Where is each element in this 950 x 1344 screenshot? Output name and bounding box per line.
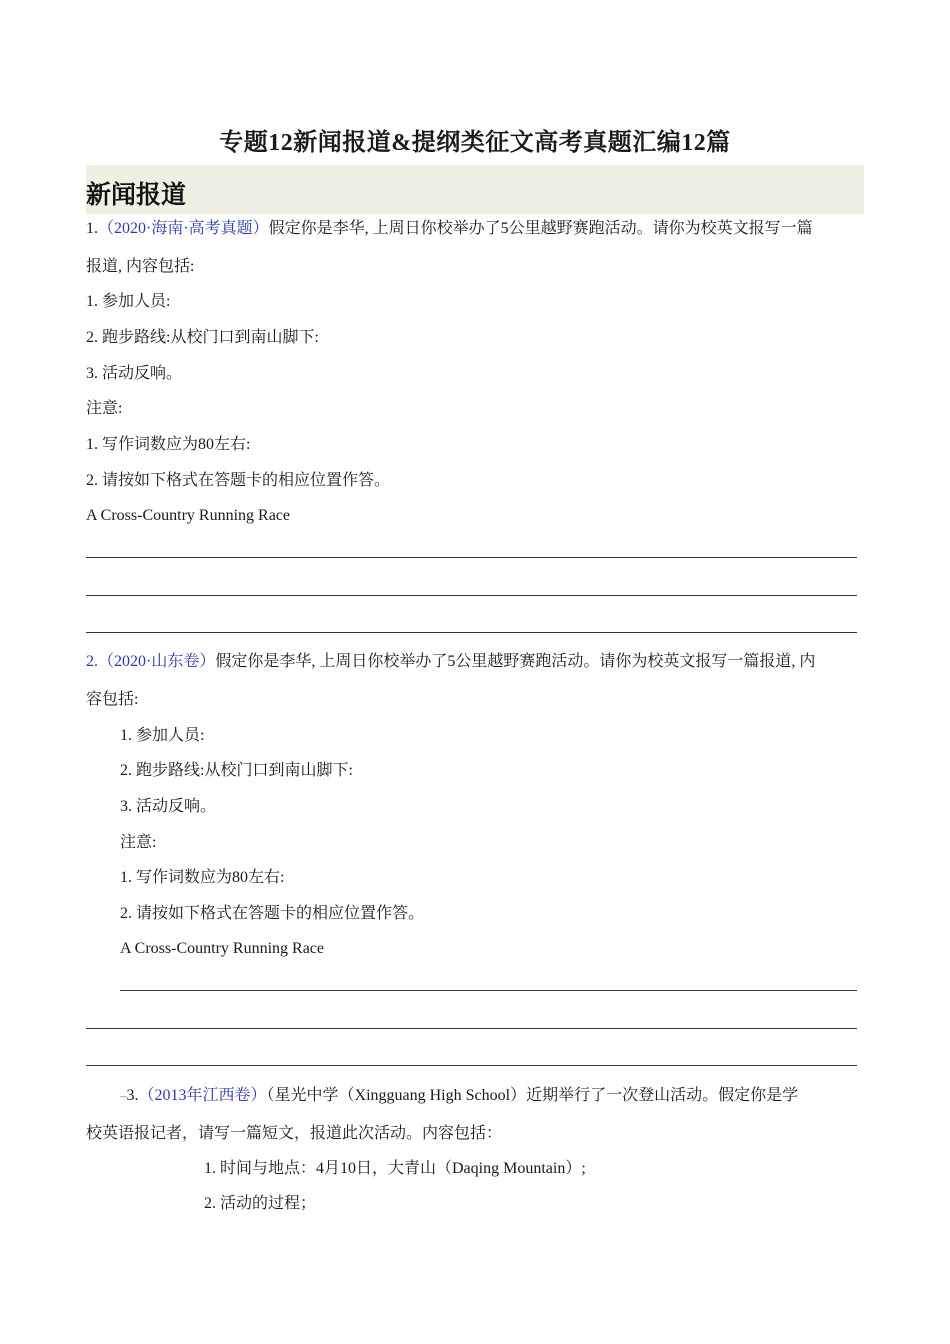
q2-source: （2020·山东卷） xyxy=(98,653,216,670)
q1-note-1: 1. 写作词数应为80左右: xyxy=(86,436,251,453)
q3-number: 3. xyxy=(126,1087,139,1104)
q1-intro-line1 xyxy=(86,219,813,239)
answer-line xyxy=(86,632,857,633)
q3-item-2: 2. 活动的过程； xyxy=(204,1195,317,1212)
q1-text: 假定你是李华, 上周日你校举办了5公里越野赛跑活动。请你为校英文报写一篇 xyxy=(268,220,813,237)
q1-heading: A Cross-Country Running Race xyxy=(86,507,290,524)
q1-item-3: 3. 活动反响。 xyxy=(86,365,183,382)
answer-line xyxy=(86,557,857,558)
q1-item-1: 1. 参加人员: xyxy=(86,293,171,310)
q2-item-2: 2. 跑步路线:从校门口到南山脚下: xyxy=(120,762,353,779)
q2-intro-line1 xyxy=(86,652,815,672)
q3-intro-line2: 校英语报记者，请写一篇短文，报道此次活动。内容包括： xyxy=(86,1125,503,1142)
q2-intro-line2: 容包括: xyxy=(86,691,139,708)
q2-note-label: 注意: xyxy=(120,834,157,851)
q2-note-2: 2. 请按如下格式在答题卡的相应位置作答。 xyxy=(120,905,425,922)
page-title: 专题12新闻报道&提纲类征文高考真题汇编12篇 xyxy=(219,130,731,156)
section-header xyxy=(86,165,864,214)
q2-heading: A Cross-Country Running Race xyxy=(120,940,324,957)
answer-line xyxy=(120,990,857,991)
q2-note-1: 1. 写作词数应为80左右: xyxy=(120,869,285,886)
q3-item-1: 1. 时间与地点：4月10日，大青山（Daqing Mountain）; xyxy=(204,1160,586,1177)
q2-item-1: 1. 参加人员: xyxy=(120,727,205,744)
q1-number: 1. xyxy=(86,220,98,237)
section-title: 新闻报道 xyxy=(86,182,187,209)
answer-line xyxy=(86,595,857,596)
q1-source: （2020·海南·高考真题） xyxy=(98,220,269,237)
q1-item-2: 2. 跑步路线:从校门口到南山脚下: xyxy=(86,329,319,346)
answer-line xyxy=(86,1065,857,1066)
list-marker-icon: – xyxy=(120,1088,127,1103)
q3-source: （2013年江西卷） xyxy=(138,1087,267,1104)
q2-number: 2. xyxy=(86,653,98,670)
q3-text: （星光中学（Xingguang High School）近期举行了一次登山活动。假定你是学 xyxy=(266,1087,799,1104)
answer-line xyxy=(86,1028,857,1029)
q2-text: 假定你是李华, 上周日你校举办了5公里越野赛跑活动。请你为校英文报写一篇报道, 内 xyxy=(215,653,816,670)
q1-intro-line2: 报道, 内容包括: xyxy=(86,258,195,275)
q1-note-label: 注意: xyxy=(86,400,123,417)
q3-intro-line1 xyxy=(120,1086,798,1106)
q2-item-3: 3. 活动反响。 xyxy=(120,798,217,815)
q1-note-2: 2. 请按如下格式在答题卡的相应位置作答。 xyxy=(86,472,391,489)
